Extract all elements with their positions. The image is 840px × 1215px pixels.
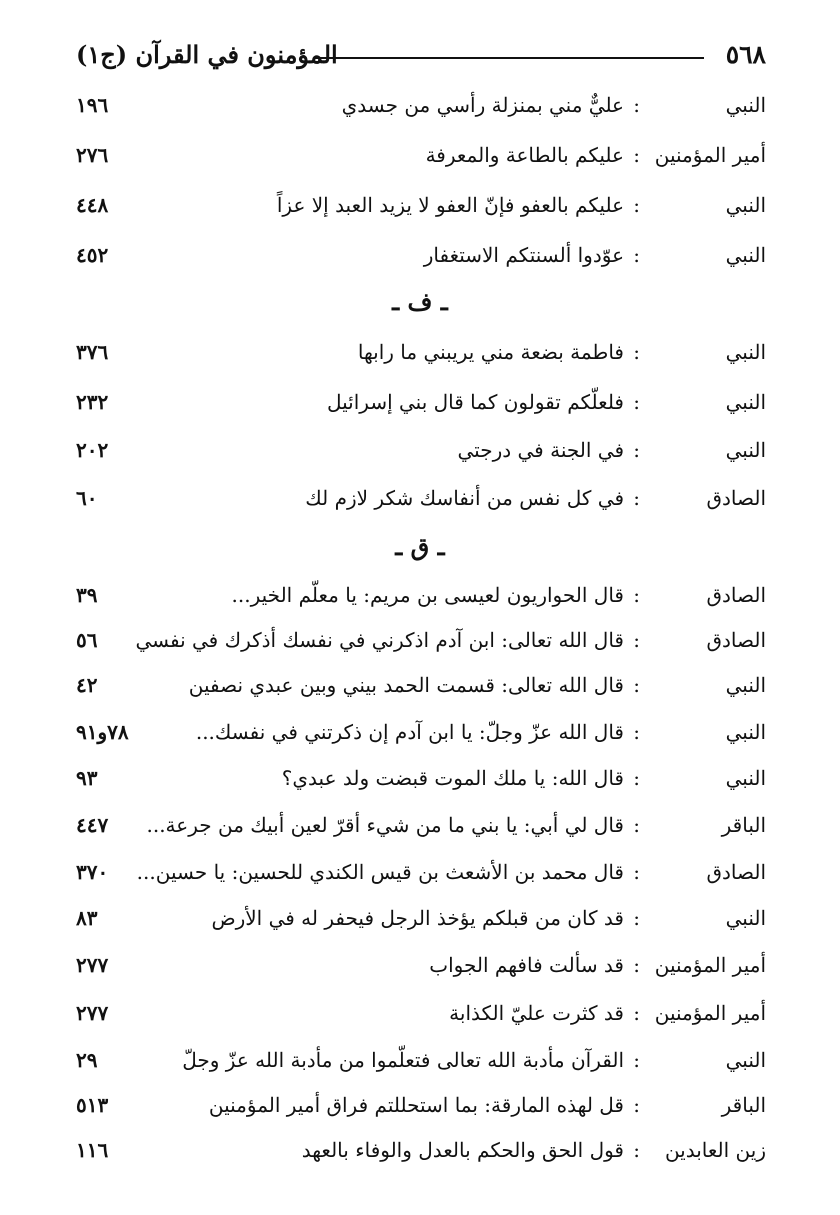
entry-separator: :	[633, 143, 640, 167]
entry-page-number: ٣٧٠	[76, 860, 109, 884]
entry-separator: :	[633, 720, 640, 744]
entry-text: قد كان من قبلكم يؤخذ الرجل فيحفر له في الأرض	[211, 906, 624, 930]
entry-text: قال الله: يا ملك الموت قبضت ولد عبدي؟	[281, 766, 624, 790]
index-entry	[76, 898, 766, 938]
entry-text: قال الله عزّ وجلّ: يا ابن آدم إن ذكرتني في نفسك...	[195, 720, 624, 744]
index-entry	[76, 805, 766, 845]
entry-text: قال الحواريون لعيسى بن مريم: يا معلّم الخير...	[231, 583, 624, 607]
entry-text: فلعلّكم تقولون كما قال بني إسرائيل	[326, 390, 624, 414]
entry-speaker: الصادق	[706, 486, 766, 510]
entry-separator: :	[633, 193, 640, 217]
section-letter-heading: ـ ف ـ	[392, 287, 448, 316]
page-number: ٥٦٨	[725, 40, 766, 69]
entry-separator: :	[633, 628, 640, 652]
entry-text: قد كثرت عليّ الكذابة	[449, 1001, 624, 1025]
entry-speaker: زين العابدين	[664, 1138, 766, 1162]
entry-speaker: الصادق	[706, 628, 766, 652]
index-entry	[76, 1040, 766, 1080]
entry-separator: :	[633, 93, 640, 117]
entry-text: فاطمة بضعة مني يريبني ما رابها	[357, 340, 624, 364]
entry-speaker: أمير المؤمنين	[654, 1001, 766, 1025]
entry-speaker: الصادق	[706, 860, 766, 884]
entry-speaker: أمير المؤمنين	[654, 953, 766, 977]
index-entry	[76, 185, 766, 225]
index-entry	[76, 758, 766, 798]
entry-speaker: الباقر	[721, 813, 766, 837]
entry-page-number: ٤٢	[76, 673, 98, 697]
entry-separator: :	[633, 766, 640, 790]
entry-text: قال الله تعالى: قسمت الحمد بيني وبين عبدي نصفين	[188, 673, 624, 697]
entry-page-number: ٥٦	[76, 628, 98, 652]
entry-page-number: ٢٧٧	[76, 953, 109, 977]
entry-page-number: ٦٠	[76, 486, 98, 510]
header-rule	[314, 57, 704, 59]
index-entry	[76, 712, 766, 752]
entry-speaker: أمير المؤمنين	[654, 143, 766, 167]
page-header	[76, 38, 766, 72]
entry-page-number: ٣٩	[76, 583, 98, 607]
entry-separator: :	[633, 438, 640, 462]
index-entry	[76, 945, 766, 985]
entry-speaker: النبي	[725, 720, 766, 744]
entry-speaker: النبي	[725, 906, 766, 930]
entry-page-number: ٤٤٨	[76, 193, 109, 217]
entry-page-number: ٢٩	[76, 1048, 98, 1072]
entry-text: عليٌّ مني بمنزلة رأسي من جسدي	[341, 93, 624, 117]
index-entry	[76, 665, 766, 705]
entry-speaker: النبي	[725, 1048, 766, 1072]
section-letter-heading: ـ ق ـ	[395, 532, 445, 561]
entry-text: قال الله تعالى: ابن آدم اذكرني في نفسك أذكرك في نفسي	[135, 628, 624, 652]
entry-page-number: ٢٣٢	[76, 390, 109, 414]
entry-separator: :	[633, 486, 640, 510]
entry-speaker: النبي	[725, 340, 766, 364]
index-entry	[76, 852, 766, 892]
entry-speaker: النبي	[725, 193, 766, 217]
entry-text: في الجنة في درجتي	[457, 438, 624, 462]
running-title: المؤمنون في القرآن (ج١)	[76, 40, 338, 69]
index-entry	[76, 430, 766, 470]
index-entry	[76, 1085, 766, 1125]
entry-separator: :	[633, 673, 640, 697]
entry-speaker: النبي	[725, 438, 766, 462]
entry-separator: :	[633, 340, 640, 364]
entry-speaker: النبي	[725, 243, 766, 267]
entry-speaker: الصادق	[706, 583, 766, 607]
entry-page-number: ٤٥٢	[76, 243, 109, 267]
entry-speaker: النبي	[725, 390, 766, 414]
index-entry	[76, 135, 766, 175]
entry-text: عليكم بالطاعة والمعرفة	[425, 143, 624, 167]
entry-separator: :	[633, 583, 640, 607]
entry-separator: :	[633, 1048, 640, 1072]
entry-separator: :	[633, 860, 640, 884]
entry-text: قل لهذه المارقة: بما استحللتم فراق أمير المؤمنين	[208, 1093, 624, 1117]
entry-text: القرآن مأدبة الله تعالى فتعلّموا من مأدبة الله عزّ وجلّ	[182, 1048, 624, 1072]
entry-page-number: ٨٣	[76, 906, 98, 930]
entry-separator: :	[633, 1138, 640, 1162]
entry-text: قول الحق والحكم بالعدل والوفاء بالعهد	[301, 1138, 624, 1162]
entry-page-number: ٥١٣	[76, 1093, 109, 1117]
entry-page-number: ٣٧٦	[76, 340, 109, 364]
entry-separator: :	[633, 243, 640, 267]
entry-separator: :	[633, 906, 640, 930]
entry-text: قد سألت فافهم الجواب	[429, 953, 624, 977]
index-entry	[76, 478, 766, 518]
entry-text: قال لي أبي: يا بني ما من شيء أقرّ لعين أبيك من جرعة...	[146, 813, 624, 837]
entry-text: قال محمد بن الأشعث بن قيس الكندي للحسين: يا حسين...	[136, 860, 624, 884]
index-entry	[76, 235, 766, 275]
entry-page-number: ٢٠٢	[76, 438, 109, 462]
entry-speaker: النبي	[725, 673, 766, 697]
index-entry	[76, 85, 766, 125]
entry-page-number: ٢٧٦	[76, 143, 109, 167]
entry-separator: :	[633, 1001, 640, 1025]
entry-separator: :	[633, 813, 640, 837]
entry-page-number: ٤٤٧	[76, 813, 109, 837]
entry-page-number: ١١٦	[76, 1138, 109, 1162]
entry-page-number: ٩٣	[76, 766, 98, 790]
index-entry	[76, 332, 766, 372]
index-entry	[76, 1130, 766, 1170]
entry-separator: :	[633, 390, 640, 414]
entry-page-number: ١٩٦	[76, 93, 109, 117]
entry-text: عليكم بالعفو فإنّ العفو لا يزيد العبد إلا عزاً	[276, 193, 624, 217]
entry-page-number: ٧٨و٩١	[76, 720, 129, 744]
entry-text: عوّدوا ألسنتكم الاستغفار	[423, 243, 624, 267]
index-entry	[76, 993, 766, 1033]
index-entry	[76, 382, 766, 422]
entry-separator: :	[633, 1093, 640, 1117]
entry-separator: :	[633, 953, 640, 977]
entry-speaker: الباقر	[721, 1093, 766, 1117]
index-entry	[76, 620, 766, 660]
index-entry	[76, 575, 766, 615]
entry-page-number: ٢٧٧	[76, 1001, 109, 1025]
entry-speaker: النبي	[725, 93, 766, 117]
entry-speaker: النبي	[725, 766, 766, 790]
entry-text: في كل نفس من أنفاسك شكر لازم لك	[305, 486, 624, 510]
